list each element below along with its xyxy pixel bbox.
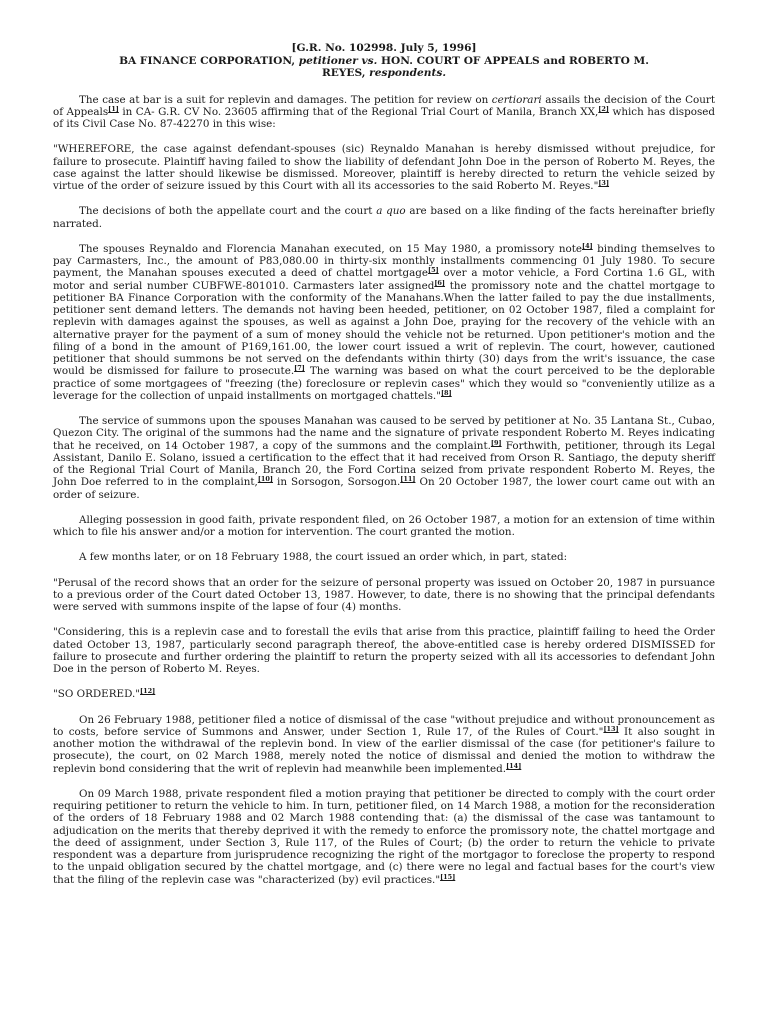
footnote-ref-10[interactable]: [10]	[257, 475, 274, 484]
footnote-ref-4[interactable]: [4]	[582, 241, 593, 250]
text-run: Forthwith, petitioner, through its Legal Assistant, Danilo E. Solano, issued a certification to the effect that it had received from Orson R. Santiago, the deputy sheriff of the Regional Trial Court of Manila, Branch 20, the Ford Cortina seized from private respondent Roberto M. Reyes, the John Doe referred to in the complaint,	[53, 439, 716, 489]
text-run: which has disposed of its Civil Case No. 87-42270 in this wise:	[53, 105, 715, 130]
petitioner-role: petitioner vs.	[298, 54, 378, 67]
quote-perusal: "Perusal of the record shows that an order for the seizure of personal property was issued on October 20, 1987 in pursuance to a previous order of the Court dated October 13, 1987. However, to date, there is no showing that the principal defendants were served with summons inspite of the lapse of four (4) months.	[53, 576, 715, 613]
text-run: On 26 February 1988, petitioner filed a notice of dismissal of the case "without prejudice and without pronouncement as to costs, before service of Summons and Answer, under Section 1, Rule 17, of the Rules of Court."	[53, 713, 715, 738]
footnote-ref-12[interactable]: [12]	[140, 687, 156, 696]
footnote-ref-1[interactable]: [1]	[108, 104, 119, 113]
text-run: It also sought in another motion the withdrawal of the replevin bond. In view of the earlier dismissal of the case (for petitioner's failure to prosecute), the court, on 02 March 1988, merely noted the notice of dismissal and denied the motion to withdraw the replevin bond considering that the writ of replevin had meanwhile been implemented.	[53, 725, 716, 775]
footnote-ref-11[interactable]: [11]	[400, 475, 416, 484]
text-run: The spouses Reynaldo and Florencia Manahan executed, on 15 May 1980, a promissory note	[79, 242, 582, 255]
paragraph-possession: Alleging possession in good faith, private respondent filed, on 26 October 1987, a motion for an extension of time within which to file his answer and/or a motion for intervention. The court granted the motion.	[53, 513, 715, 538]
text-run: are based on a like finding of the facts hereinafter briefly narrated.	[53, 205, 715, 230]
respondent-surname: REYES,	[321, 67, 370, 79]
text-run: The decisions of both the appellate court and the court	[79, 205, 377, 218]
text-run: On 20 October 1987, the lower court came out with an order of seizure.	[53, 476, 715, 501]
footnote-ref-7[interactable]: [7]	[294, 364, 305, 373]
text-run: The case at bar is a suit for replevin and damages. The petition for review on	[79, 93, 492, 106]
case-number: [G.R. No. 102998. July 5, 1996]	[291, 42, 477, 54]
quote-considering: "Considering, this is a replevin case and to forestall the evils that arise from this practice, plaintiff failing to heed the Order dated October 13, 1987, particularly second paragraph thereof, the above-entitled case is hereby ordered DISMISSED for failure to prosecute and further ordering the plaintiff to return the property seized with all its accessories to defendant John Doe in the person of Roberto M. Reyes.	[53, 626, 715, 675]
text-run: "SO ORDERED."	[53, 688, 141, 701]
quote-so-ordered	[53, 688, 715, 700]
paragraph-facts	[53, 243, 715, 402]
text-run: over a motor vehicle, a Ford Cortina 1.6 GL, with motor and serial number CUBFWE-801010. Carmasters later assigned	[53, 267, 716, 292]
footnote-ref-3[interactable]: [3]	[598, 179, 610, 187]
latin-term: a quo	[376, 205, 406, 218]
paragraph-decisions	[53, 205, 715, 230]
text-run: in CA- G.R. CV No. 23605 affirming that of the Regional Trial Court of Manila, Branch XX,	[118, 105, 599, 118]
footnote-ref-5[interactable]: [5]	[428, 266, 439, 275]
text-run: binding themselves to pay Carmasters, Inc., the amount of P83,080.00 in thirty-six monthly installments commencing 01 July 1980. To secure payment, the Manahan spouses executed a deed of chattel mortgage	[53, 242, 716, 280]
text-run: On 09 March 1988, private respondent filed a motion praying that petitioner be directed to comply with the court order requiring petitioner to return the vehicle to him. In turn, petitioner filed, on 14 March 1988, a motion for the reconsideration of the orders of 18 February 1988 and 02 March 1988 contending that: (a) the dismissal of the case was tantamount to adjudication on the merits that thereby deprived it with the remedy to enforce the promissory note, the chattel mortgage and the deed of assignment, under Section 3, Rule 117, of the Rules of Court; (b) the order to return the vehicle to private respondent was a departure from jurisprudence recognizing the right of the mortgagor to foreclose the property to respond to the unpaid obligation secured by the chattel mortgage, and (c) there were no legal and factual bases for the court's view that the filing of the replevin case was "characterized (by) evil practices."	[53, 787, 715, 886]
footnote-ref-8[interactable]: [8]	[440, 388, 452, 397]
paragraph-notice-dismissal	[53, 714, 715, 775]
text-run: the promissory note and the chattel mortgage to petitioner BA Finance Corporation with the conformity of the Manahans.When the latter failed to pay the due installments, petitioner sent demand letters. The demands not having been heeded, petitioner, on 02 October 1987, filed a complaint for replevin with damages against the spouses, as well as against a John Doe, praying for the recovery of the vehicle with an alternative prayer for the payment of a sum of money should the vehicle not be returned. Upon petitioner's motion and the filing of a bond in the amount of P169,161.00, the lower court issued a writ of replevin. The court, however, cautioned petitioner that should summons be not served on the defendants within thirty (30) days from the writ's issuance, the case would be dismissed for failure to prosecute.	[53, 279, 715, 378]
text-run: "WHEREFORE, the case against defendant-spouses (sic) Reynaldo Manahan is hereby dismissed without prejudice, for failure to prosecute. Plaintiff having failed to show the liability of defendant John Doe in the person of Roberto M. Reyes, the case against the latter should likewise be dismissed. Moreover, plaintiff is hereby directed to return the vehicle seized by virtue of the order of seizure issued by this Court with all its accessories to the said Roberto M. Reyes."	[53, 143, 715, 192]
text-run: in Sorsogon, Sorsogon.	[273, 476, 401, 489]
footnote-ref-6[interactable]: [6]	[434, 278, 446, 287]
respondents-name: HON. COURT OF APPEALS and ROBERTO M.	[377, 54, 649, 67]
footnote-ref-2[interactable]: [2]	[598, 104, 609, 113]
parties-line	[53, 55, 715, 68]
footnote-ref-15[interactable]: [15]	[440, 872, 456, 881]
footnote-ref-13[interactable]: [13]	[603, 724, 619, 733]
respondents-line	[53, 67, 715, 80]
latin-term: certiorari	[491, 93, 542, 106]
footnote-ref-14[interactable]: [14]	[506, 761, 522, 770]
petitioner-name: BA FINANCE CORPORATION,	[119, 54, 299, 67]
case-caption	[53, 42, 715, 80]
respondents-role: respondents.	[369, 67, 447, 79]
paragraph-intro	[53, 94, 715, 131]
footnote-ref-9[interactable]: [9]	[490, 438, 502, 447]
paragraph-motion	[53, 788, 715, 886]
text-run: assails the decision of the Court of Appeals	[53, 93, 716, 118]
quote-wherefore	[53, 143, 715, 192]
paragraph-summons	[53, 415, 715, 501]
text-run: The service of summons upon the spouses Manahan was caused to be served by petitioner at No. 35 Lantana St., Cubao, Quezon City. The original of the summons had the name and the signature of private respondent Roberto M. Reyes indicating that he received, on 14 October 1987, a copy of the summons and the complaint.	[53, 415, 715, 452]
paragraph-order-intro: A few months later, or on 18 February 1988, the court issued an order which, in part, stated:	[79, 551, 568, 564]
text-run: The warning was based on what the court perceived to be the deplorable practice of some mortgagees of "freezing (the) foreclosure or replevin cases" which they would so "conveniently utilize as a leverage for the collection of unpaid installments on mortgaged chattels."	[53, 365, 716, 402]
